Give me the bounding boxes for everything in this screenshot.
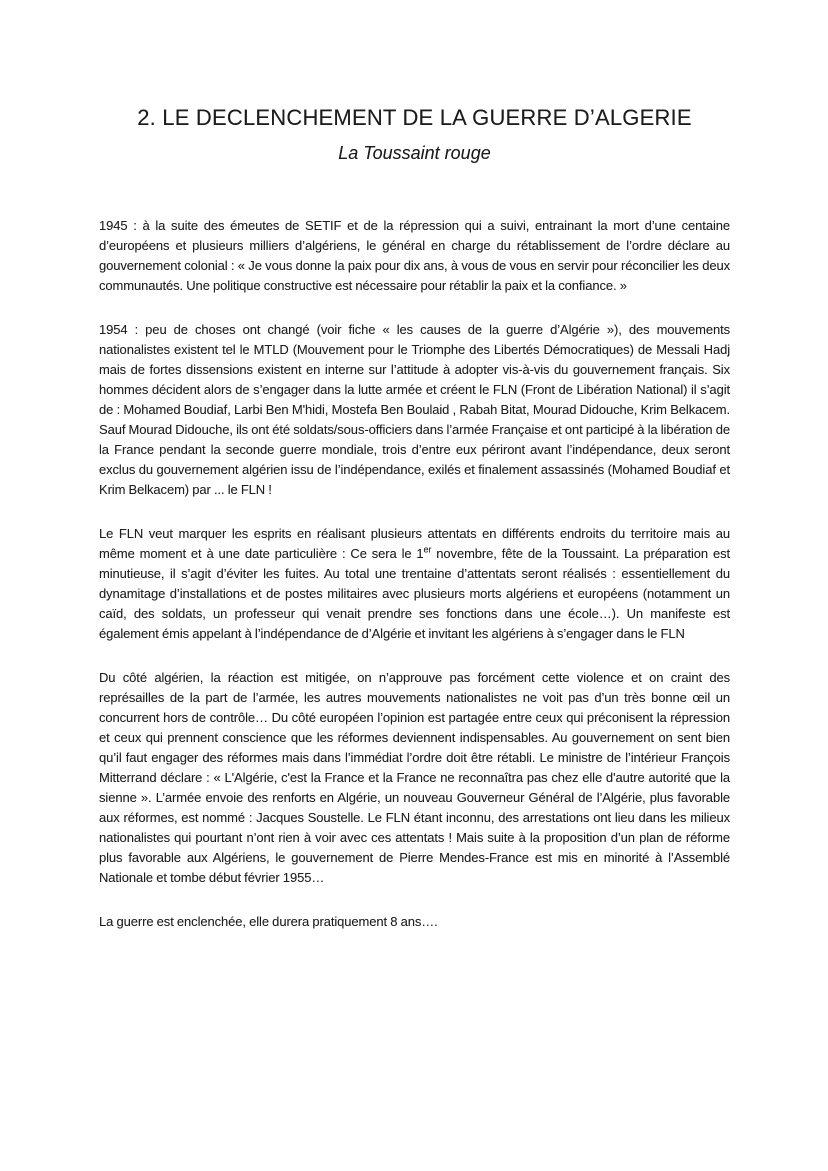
- paragraph-conclusion: La guerre est enclenchée, elle durera pratiquement 8 ans….: [99, 914, 438, 929]
- document-subtitle: La Toussaint rouge: [338, 143, 491, 163]
- document-header: [99, 103, 730, 165]
- paragraph-1954-fln-creation: 1954 : peu de choses ont changé (voir fiche « les causes de la guerre d’Algérie »), des mouvements nationalistes existent tel le MTLD (Mouvement pour le Triomphe des Libertés Démocratiques) de Messali Hadj mais de fortes dissensions existent en interne sur l’attitude à adopter vis-à-vis du gouvernement français. Six hommes décident alors de s’engager dans la lutte armée et créent le FLN (Front de Libération National) il s’agit de : Mohamed Boudiaf, Larbi Ben M'hidi, Mostefa Ben Boulaid , Rabah Bitat, Mourad Didouche, Krim Belkacem. Sauf Mourad Didouche, ils ont été soldats/sous-officiers dans l’armée Française et ont participé à la libération de la France pendant la seconde guerre mondiale, trois d’entre eux périront avant l’indépendance, deux seront exclus du gouvernement algérien issu de l’indépendance, exilés et finalement assassinés (Mohamed Boudiaf et Krim Belkacem) par ... le FLN !: [99, 322, 730, 497]
- paragraph-toussaint-attacks-end: novembre, fête de la Toussaint. La préparation est minutieuse, il s’agit d’éviter les fuites. Au total une trentaine d’attentats seront réalisés : essentiellement du dynamitage d’installations et de postes militaires avec plusieurs morts algériens et européens (notamment un caïd, des soldats, un professeur qui venait prendre ses fonctions dans une école…). Un manifeste est également émis appelant à l’indépendance de d’Algérie et invitant les algériens à s’engager dans le FLN: [99, 546, 730, 641]
- document-content: [99, 0, 730, 932]
- document-body: [99, 216, 730, 932]
- paragraph-toussaint-attacks: [99, 524, 730, 644]
- paragraph-reactions-government: Du côté algérien, la réaction est mitigée, on n’approuve pas forcément cette violence et on craint des représailles de la part de l’armée, les autres mouvements nationalistes ne voit pas d’un très bonne œil un concurrent hors de contrôle… Du côté européen l’opinion est partagée entre ceux qui préconisent la répression et ceux qui prennent conscience que les réformes deviennent indispensables. Au gouvernement on sent bien qu’il faut engager des réformes mais dans l’immédiat l’ordre doit être rétabli. Le ministre de l’intérieur François Mitterrand déclare : « L'Algérie, c'est la France et la France ne reconnaîtra pas chez elle d'autre autorité que la sienne ». L’armée envoie des renforts en Algérie, un nouveau Gouverneur Général de l’Algérie, plus favorable aux réformes, est nommé : Jacques Soustelle. Le FLN étant inconnu, des arrestations ont lieu dans les milieux nationalistes qui pourtant n’ont rien à voir avec ces attentats ! Mais suite à la proposition d’un plan de réforme plus favorable aux Algériens, le gouvernement de Pierre Mendes-France est mis en minorité à l’Assemblé Nationale et tombe début février 1955…: [99, 670, 730, 885]
- paragraph-1945-setif: 1945 : à la suite des émeutes de SETIF et de la répression qui a suivi, entrainant la mort d’une centaine d’européens et plusieurs milliers d’algériens, le général en charge du rétablissement de l’ordre déclare au gouvernement colonial : « Je vous donne la paix pour dix ans, à vous de vous en servir pour réconcilier les deux communautés. Une politique constructive est nécessaire pour rétablir la paix et la confiance. »: [99, 218, 730, 293]
- ordinal-superscript: er: [423, 544, 432, 555]
- document-title: 2. LE DECLENCHEMENT DE LA GUERRE D’ALGERIE: [137, 105, 692, 130]
- paragraph-toussaint-attacks-start: Le FLN veut marquer les esprits en réalisant plusieurs attentats en différents endroits du territoire mais au même moment et à une date particulière : Ce sera le 1: [99, 526, 730, 561]
